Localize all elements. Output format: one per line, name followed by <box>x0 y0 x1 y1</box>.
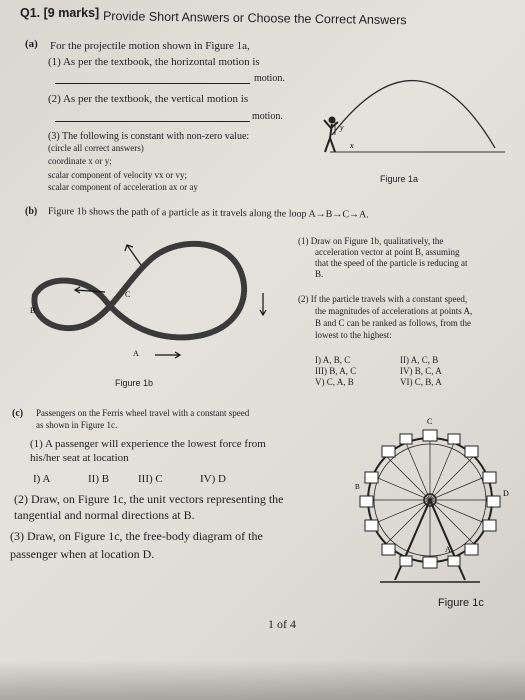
part-b-label: (b) <box>25 206 38 217</box>
part-a-opt3: scalar component of acceleration ax or ay <box>48 182 198 192</box>
part-c-label: (c) <box>12 408 24 419</box>
part-c-q3-line2: passenger when at location D. <box>10 547 155 561</box>
wheel-point-c: C <box>427 417 433 426</box>
part-c-intro-line1: Passengers on the Ferris wheel travel with a constant speed <box>36 408 250 418</box>
part-a-q3-line2: (circle all correct answers) <box>48 143 144 153</box>
part-a-q3-line1: (3) The following is constant with non-zero value: <box>48 131 250 142</box>
part-b-choice-4: IV) B, C, A <box>400 366 442 376</box>
part-a-q2-tail: motion. <box>252 111 283 122</box>
part-a-label: (a) <box>25 38 38 50</box>
part-b-choice-1: I) A, B, C <box>315 355 351 365</box>
part-b-q2-line2: the magnitudes of accelerations at points A, <box>315 306 473 316</box>
part-c-choice-1: I) A <box>33 473 51 485</box>
part-c-choice-3: III) C <box>138 473 163 485</box>
part-a-q2-blank <box>55 121 250 122</box>
part-b-q1-line2: acceleration vector at point B, assuming <box>315 247 460 257</box>
part-a-q1: (1) As per the textbook, the horizontal motion is <box>48 56 260 68</box>
question-number: Q1. [9 marks] <box>20 6 100 20</box>
thrower-figure <box>324 117 338 153</box>
part-c-q2-line2: tangential and normal directions at B. <box>14 508 195 522</box>
page-number: 1 of 4 <box>268 617 296 631</box>
point-a-label: A <box>133 349 139 358</box>
axis-x-label: x <box>350 141 354 150</box>
part-b-q2-line3: B and C can be ranked as follows, from the <box>315 318 471 328</box>
loop-track <box>34 244 244 338</box>
part-c-choice-2: II) B <box>88 473 110 485</box>
figure-1b-caption: Figure 1b <box>115 378 154 388</box>
part-c-q1-line2: his/her seat at location <box>30 452 129 464</box>
part-a-opt1: coordinate x or y; <box>48 156 112 166</box>
figure-1b-loop-path <box>25 225 285 375</box>
projectile-trajectory <box>332 81 495 148</box>
part-c-q3-line1: (3) Draw, on Figure 1c, the free-body diagram of the <box>10 529 263 543</box>
figure-1a-caption: Figure 1a <box>380 174 419 184</box>
wheel-point-b: B <box>355 483 360 491</box>
wheel-point-a: A <box>445 545 451 554</box>
part-a-q1-blank <box>55 83 250 84</box>
part-b-q1-line4: B. <box>315 269 324 279</box>
point-b-label: B <box>30 306 36 315</box>
part-b-q2-line4: lowest to the highest: <box>315 330 392 340</box>
part-c-intro-line2: as shown in Figure 1c. <box>36 420 118 430</box>
point-c-label: C <box>125 290 131 299</box>
axis-y-label: y <box>340 123 344 132</box>
part-b-choice-2: II) A, C, B <box>400 355 439 365</box>
figure-1c-caption: Figure 1c <box>438 597 484 609</box>
part-b-q1-line1: (1) Draw on Figure 1b, qualitatively, the <box>298 236 444 246</box>
page-shadow <box>0 660 525 700</box>
part-b-choice-3: III) B, A, C <box>315 366 357 376</box>
part-c-q2-line1: (2) Draw, on Figure 1c, the unit vectors representing the <box>14 492 284 506</box>
part-a-opt2: scalar component of velocity vx or vy; <box>48 170 187 180</box>
arrow-upper-left <box>127 245 141 265</box>
question-title: Provide Short Answers or Choose the Correct Answers <box>102 9 407 28</box>
figure-1c-ferris-wheel <box>355 410 515 590</box>
wheel-point-d: D <box>503 489 509 498</box>
part-b-q2-line1: (2) If the particle travels with a constant speed, <box>298 294 468 304</box>
part-a-q2: (2) As per the textbook, the vertical motion is <box>48 93 249 105</box>
part-b-choice-5: V) C, A, B <box>315 377 354 387</box>
part-a-intro: For the projectile motion shown in Figure 1a, <box>50 40 250 52</box>
part-a-q1-tail: motion. <box>254 73 285 84</box>
part-b-q1-line3: that the speed of the particle is reducing at <box>315 258 468 268</box>
part-b-choice-6: VI) C, B, A <box>400 377 442 387</box>
part-c-q1-line1: (1) A passenger will experience the lowest force from <box>30 438 266 450</box>
part-b-intro: Figure 1b shows the path of a particle as it travels along the loop A→B→C→A. <box>47 206 369 221</box>
part-c-choice-4: IV) D <box>200 473 226 485</box>
